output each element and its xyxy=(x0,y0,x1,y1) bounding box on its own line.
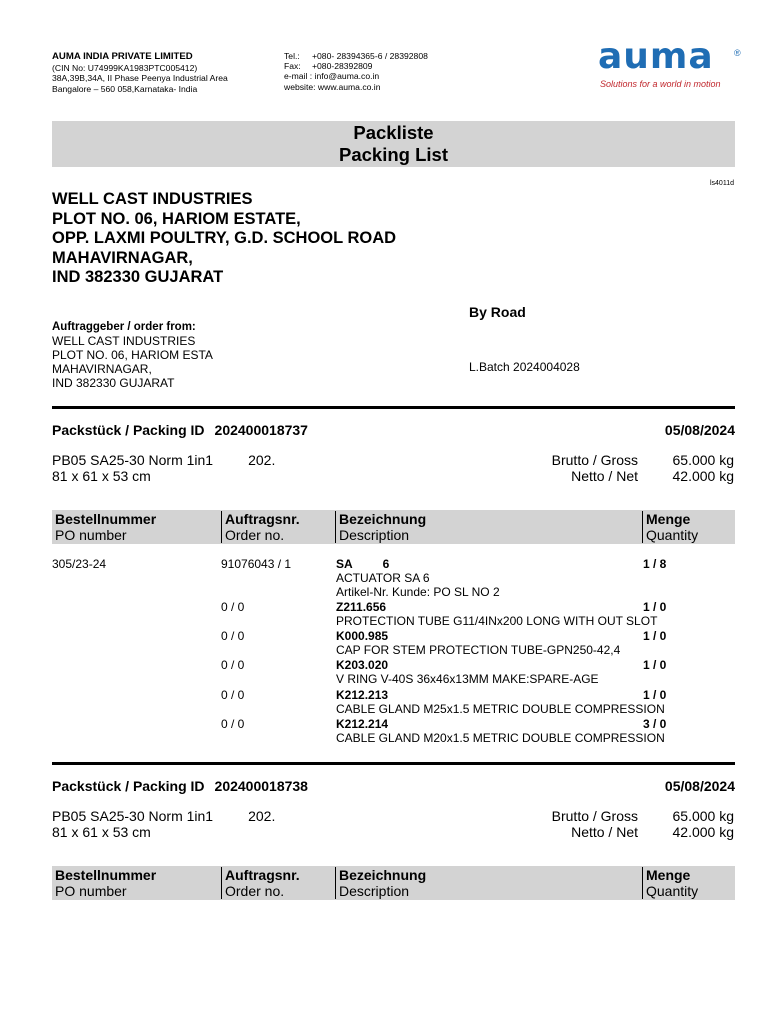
row-article: K000.985 xyxy=(336,629,389,643)
row-description: ACTUATOR SA 6 xyxy=(336,571,430,585)
ship-to-line: WELL CAST INDUSTRIES xyxy=(52,190,253,208)
col-quantity: Menge Quantity xyxy=(642,867,698,899)
row-order-no: 0 / 0 xyxy=(221,658,245,672)
package-description xyxy=(52,452,275,484)
row-order-no: 0 / 0 xyxy=(221,717,245,731)
row-order-no: 0 / 0 xyxy=(221,600,245,614)
company-name: AUMA INDIA PRIVATE LIMITED xyxy=(52,51,193,62)
row-article: Z211.656 xyxy=(336,600,387,614)
row-quantity: 1 / 8 xyxy=(643,557,667,571)
row-quantity: 3 / 0 xyxy=(643,717,667,731)
row-article: K203.020 xyxy=(336,658,389,672)
website-line: website: www.auma.co.in xyxy=(284,81,381,92)
col-description: Bezeichnung Description xyxy=(335,867,426,899)
row-article: K212.213 xyxy=(336,688,389,702)
packing-id-line xyxy=(52,778,735,794)
row-order-no: 0 / 0 xyxy=(221,688,245,702)
col-po-number: Bestellnummer PO number xyxy=(55,867,157,899)
gross-label: Brutto / Gross xyxy=(551,452,638,468)
row-customer-article: Artikel-Nr. Kunde: PO SL NO 2 xyxy=(336,585,500,599)
fax-value: +080-28392809 xyxy=(312,61,373,72)
row-order-no: 91076043 / 1 xyxy=(221,557,292,571)
tel-value: +080- 28394365-6 / 28392808 xyxy=(312,51,428,61)
net-weight: 42.000 kg xyxy=(672,468,734,484)
row-quantity: 1 / 0 xyxy=(643,629,667,643)
row-quantity: 1 / 0 xyxy=(643,600,667,614)
row-description: CAP FOR STEM PROTECTION TUBE-GPN250-42,4 xyxy=(336,643,621,657)
packing-id-line xyxy=(52,422,735,438)
company-info xyxy=(52,52,228,94)
col-order-no: Auftragsnr. Order no. xyxy=(221,867,300,899)
package-type: PB05 SA25-30 Norm 1in1 xyxy=(52,808,214,824)
logo-tagline: Solutions for a world in motion xyxy=(600,79,721,89)
order-from-line: MAHAVIRNAGAR, xyxy=(52,362,152,376)
col-order-no: Auftragsnr. Order no. xyxy=(221,511,300,543)
title-german: Packliste xyxy=(353,122,434,143)
company-address-line-2: Bangalore – 560 058,Karnataka- India xyxy=(52,83,198,94)
row-quantity: 1 / 0 xyxy=(643,658,667,672)
packing-date: 05/08/2024 xyxy=(664,422,735,438)
row-description: CABLE GLAND M25x1.5 METRIC DOUBLE COMPRESSION xyxy=(336,702,665,716)
package-code: 202. xyxy=(248,808,276,824)
row-po-number: 305/23-24 xyxy=(52,557,107,571)
ship-to-line: PLOT NO. 06, HARIOM ESTATE, xyxy=(52,209,301,228)
company-address-line-1: 38A,39B,34A, II Phase Peenya Industrial Area xyxy=(52,73,228,83)
row-description: CABLE GLAND M20x1.5 METRIC DOUBLE COMPRESSION xyxy=(336,731,665,745)
col-description: Bezeichnung Description xyxy=(335,511,426,543)
row-description: PROTECTION TUBE G11/4INx200 LONG WITH OUT SLOT xyxy=(336,614,658,628)
order-from-line: IND 382330 GUJARAT xyxy=(52,376,175,390)
auma-logo xyxy=(598,36,744,93)
registered-mark: ® xyxy=(734,48,741,58)
gross-weight: 65.000 kg xyxy=(672,452,734,468)
packing-id-label: Packstück / Packing ID xyxy=(52,778,205,794)
document-code: ls4011d xyxy=(709,180,734,187)
fax-label: Fax: xyxy=(284,61,301,72)
col-po-number: Bestellnummer PO number xyxy=(55,511,157,543)
package-dimensions: 81 x 61 x 53 cm xyxy=(52,468,151,484)
package-description xyxy=(52,808,275,840)
contact-info xyxy=(284,51,428,92)
package-weights xyxy=(552,452,734,484)
package-type: PB05 SA25-30 Norm 1in1 xyxy=(52,452,214,468)
row-article: K212.214 xyxy=(336,717,389,731)
order-from-line: WELL CAST INDUSTRIES xyxy=(52,334,196,348)
packing-id-label: Packstück / Packing ID xyxy=(52,422,205,438)
delivery-mode: By Road xyxy=(469,304,526,320)
col-quantity: Menge Quantity xyxy=(642,511,698,543)
order-from-line: PLOT NO. 06, HARIOM ESTA xyxy=(52,348,213,362)
gross-label: Brutto / Gross xyxy=(551,808,638,824)
divider xyxy=(52,762,735,765)
row-description: V RING V-40S 36x46x13MM MAKE:SPARE-AGE xyxy=(336,672,599,686)
company-cin: (CIN No: U74999KA1983PTC005412) xyxy=(52,62,198,73)
package-code: 202. xyxy=(248,452,276,468)
order-from-header: Auftraggeber / order from: xyxy=(52,321,196,333)
row-quantity: 1 / 0 xyxy=(643,688,667,702)
net-label: Netto / Net xyxy=(571,468,638,484)
row-order-no: 0 / 0 xyxy=(221,629,245,643)
row-article: SA 6 xyxy=(336,557,390,571)
package-dimensions: 81 x 61 x 53 cm xyxy=(52,824,151,840)
order-from-block xyxy=(52,320,213,390)
email-line: e-mail : info@auma.co.in xyxy=(284,71,380,82)
batch-number: L.Batch 2024004028 xyxy=(469,360,580,374)
ship-to-line: IND 382330 GUJARAT xyxy=(52,268,224,287)
packing-id: 202400018738 xyxy=(214,778,308,794)
package-weights xyxy=(552,808,734,840)
divider xyxy=(52,406,735,409)
gross-weight: 65.000 kg xyxy=(672,808,734,824)
ship-to-line: OPP. LAXMI POULTRY, G.D. SCHOOL ROAD xyxy=(52,229,397,248)
packing-date: 05/08/2024 xyxy=(664,778,735,794)
net-label: Netto / Net xyxy=(571,824,638,840)
packing-id: 202400018737 xyxy=(214,422,308,438)
title-english: Packing List xyxy=(339,144,448,165)
logo-wordmark: auma xyxy=(598,36,714,77)
items-table-header xyxy=(52,866,735,900)
ship-to-address xyxy=(52,190,396,288)
tel-label: Tel.: xyxy=(284,51,300,61)
net-weight: 42.000 kg xyxy=(672,824,734,840)
items-table-header xyxy=(52,510,735,544)
ship-to-line: MAHAVIRNAGAR, xyxy=(52,248,193,267)
document-title xyxy=(52,121,735,167)
